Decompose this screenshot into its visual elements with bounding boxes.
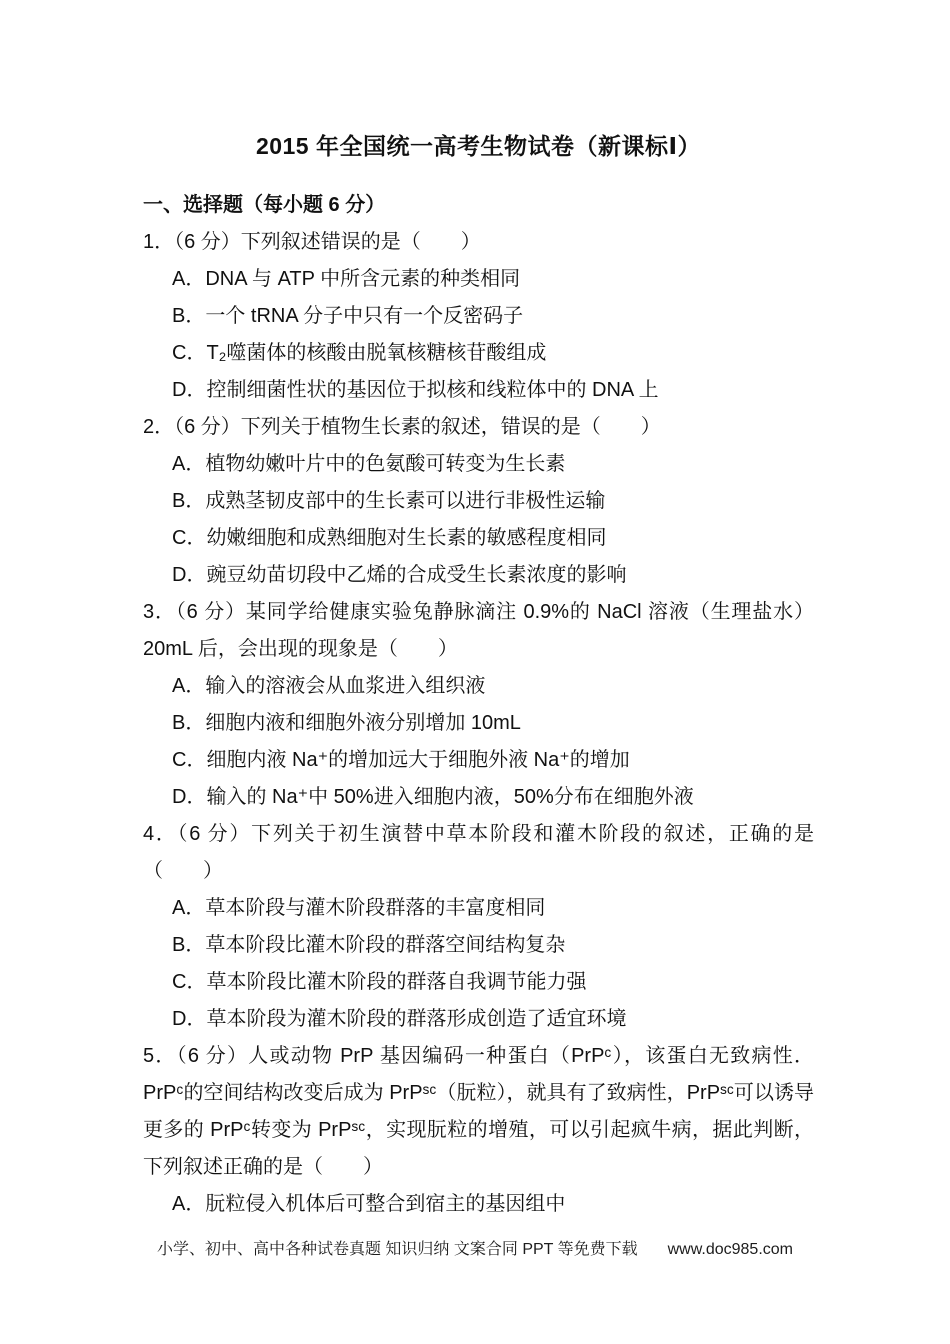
- question-block: [143, 224, 814, 409]
- question-option: A．植物幼嫩叶片中的色氨酸可转变为生长素: [172, 453, 566, 475]
- question-option: B．细胞内液和细胞外液分别增加 10mL: [172, 712, 521, 734]
- question-stem: 4．（6 分）下列关于初生演替中草本阶段和灌木阶段的叙述，正确的是（ ）: [143, 823, 814, 882]
- question-option: A．草本阶段与灌木阶段群落的丰富度相同: [172, 897, 546, 919]
- question-block: [143, 409, 814, 594]
- page-title: 2015 年全国统一高考生物试卷（新课标Ⅰ）: [255, 133, 702, 159]
- footer-text: 小学、初中、高中各种试卷真题 知识归纳 文案合同 PPT 等免费下载: [156, 1241, 638, 1258]
- question-block: [143, 1038, 814, 1223]
- question-option: A．朊粒侵入机体后可整合到宿主的基因组中: [172, 1193, 566, 1215]
- question-stem: 5．（6 分）人或动物 PrP 基因编码一种蛋白（PrPᶜ），该蛋白无致病性．PrPᶜ的空间结构改变后成为 PrPˢᶜ（朊粒），就具有了致病性，PrPˢᶜ可以诱导更多的 PrPᶜ转变为 PrPˢᶜ，实现朊粒的增殖，可以引起疯牛病，据此判断，下列叙述正确的是（ ）: [143, 1045, 814, 1178]
- question-option: B．一个 tRNA 分子中只有一个反密码子: [172, 305, 524, 327]
- question-block: [143, 594, 814, 816]
- question-options: [143, 890, 814, 1038]
- question-option: A．DNA 与 ATP 中所含元素的种类相同: [172, 268, 521, 290]
- question-option: D．控制细菌性状的基因位于拟核和线粒体中的 DNA 上: [172, 379, 659, 401]
- question-option: D．豌豆幼苗切段中乙烯的合成受生长素浓度的影响: [172, 564, 627, 586]
- question-options: [143, 261, 814, 409]
- question-option: C．T₂噬菌体的核酸由脱氧核糖核苷酸组成: [172, 342, 547, 364]
- question-options: [143, 668, 814, 816]
- page-footer: [0, 1238, 950, 1262]
- question-option: D．输入的 Na⁺中 50%进入细胞内液，50%分布在细胞外液: [172, 786, 694, 808]
- question-option: D．草本阶段为灌木阶段的群落形成创造了适宜环境: [172, 1008, 627, 1030]
- question-stem: 1．（6 分）下列叙述错误的是（ ）: [143, 231, 481, 253]
- question-option: B．成熟茎韧皮部中的生长素可以进行非极性运输: [172, 490, 606, 512]
- question-stem: 2．（6 分）下列关于植物生长素的叙述，错误的是（ ）: [143, 416, 661, 438]
- question-option: C．幼嫩细胞和成熟细胞对生长素的敏感程度相同: [172, 527, 607, 549]
- footer-url-link[interactable]: www.doc985.com: [667, 1241, 793, 1258]
- question-options: [143, 1186, 814, 1223]
- question-list: [143, 224, 814, 1223]
- question-option: A．输入的溶液会从血浆进入组织液: [172, 675, 486, 697]
- question-option: C．草本阶段比灌木阶段的群落自我调节能力强: [172, 971, 587, 993]
- question-options: [143, 446, 814, 594]
- question-block: [143, 816, 814, 1038]
- question-stem: 3．（6 分）某同学给健康实验兔静脉滴注 0.9%的 NaCl 溶液（生理盐水）20mL 后，会出现的现象是（ ）: [143, 601, 814, 660]
- question-option: C．细胞内液 Na⁺的增加远大于细胞外液 Na⁺的增加: [172, 749, 630, 771]
- section-heading: 一、选择题（每小题 6 分）: [143, 194, 386, 216]
- question-option: B．草本阶段比灌木阶段的群落空间结构复杂: [172, 934, 566, 956]
